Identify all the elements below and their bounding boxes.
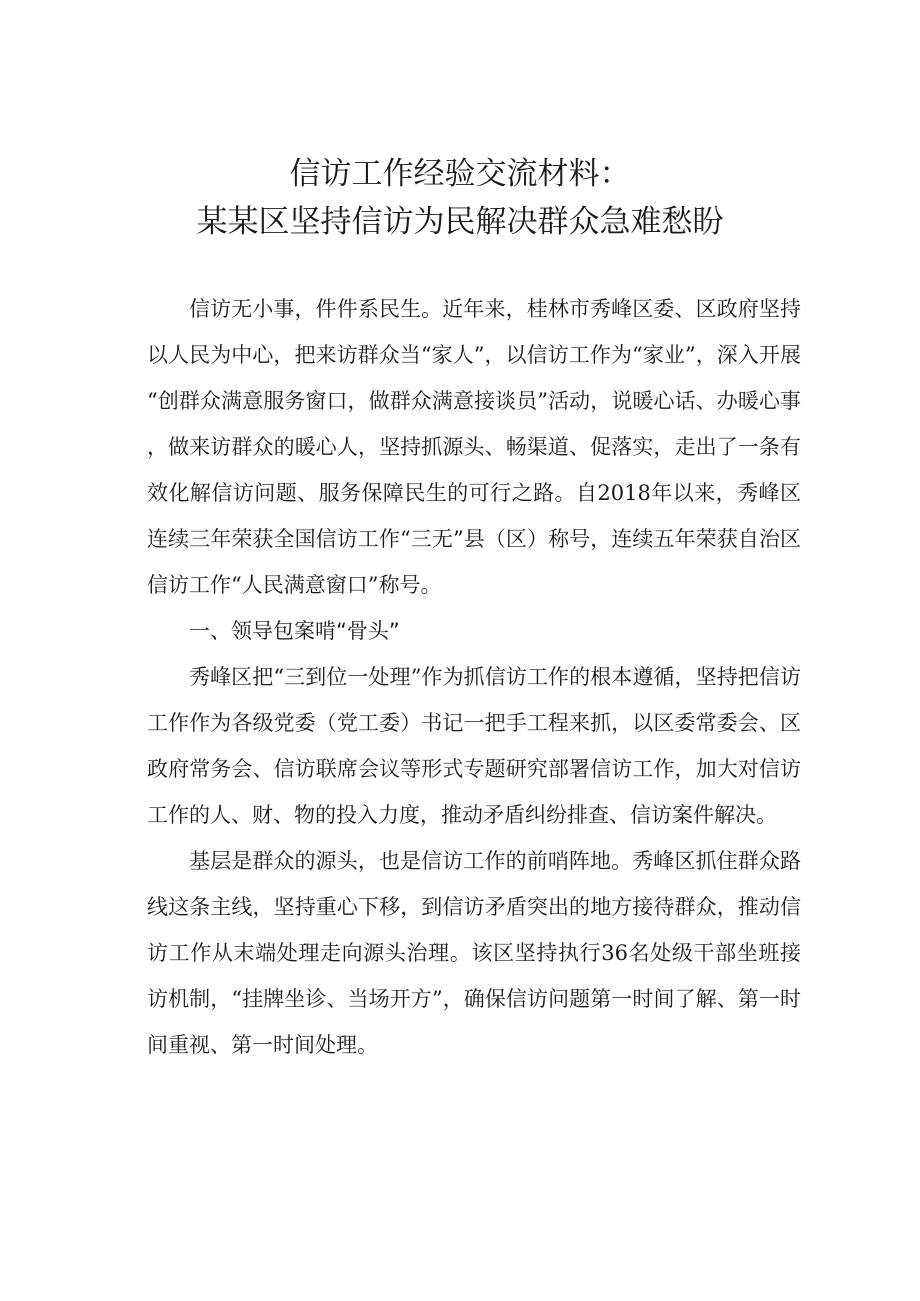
document-title: [120, 150, 800, 246]
intro-paragraph: 信访无小事，件件系民生。近年来，桂林市秀峰区委、区政府坚持以人民为中心，把来访群众当“家人”，以信访工作为“家业”，深入开展“创群众满意服务窗口，做群众满意接谈员”活动，说暖心话、办暖心事，做来访群众的暖心人，坚持抓源头、畅渠道、促落实，走出了一条有效化解信访问题、服务保障民生的可行之路。自2018年以来，秀峰区连续三年荣获全国信访工作“三无”县（区）称号，连续五年荣获自治区信访工作“人民满意窗口”称号。: [147, 297, 801, 597]
title-line-1: 信访工作经验交流材料：: [289, 156, 631, 192]
section1-paragraph-1: 秀峰区把“三到位一处理”作为抓信访工作的根本遵循，坚持把信访工作作为各级党委（党工委）书记一把手工程来抓，以区委常委会、区政府常务会、信访联席会议等形式专题研究部署信访工作，加大对信访工作的人、财、物的投入力度，推动矛盾纠纷排查、信访案件解决。: [147, 665, 801, 827]
section1-paragraph-2: 基层是群众的源头，也是信访工作的前哨阵地。秀峰区抓住群众路线这条主线，坚持重心下移，到信访矛盾突出的地方接待群众，推动信访工作从末端处理走向源头治理。该区坚持执行36名处级干部坐班接访机制，“挂牌坐诊、当场开方”，确保信访问题第一时间了解、第一时间重视、第一时间处理。: [147, 849, 801, 1057]
section-heading-1: 一、领导包案啃“骨头”: [189, 619, 400, 643]
title-line-2: 某某区坚持信访为民解决群众急难愁盼: [196, 204, 724, 240]
document-body: [147, 286, 801, 1068]
